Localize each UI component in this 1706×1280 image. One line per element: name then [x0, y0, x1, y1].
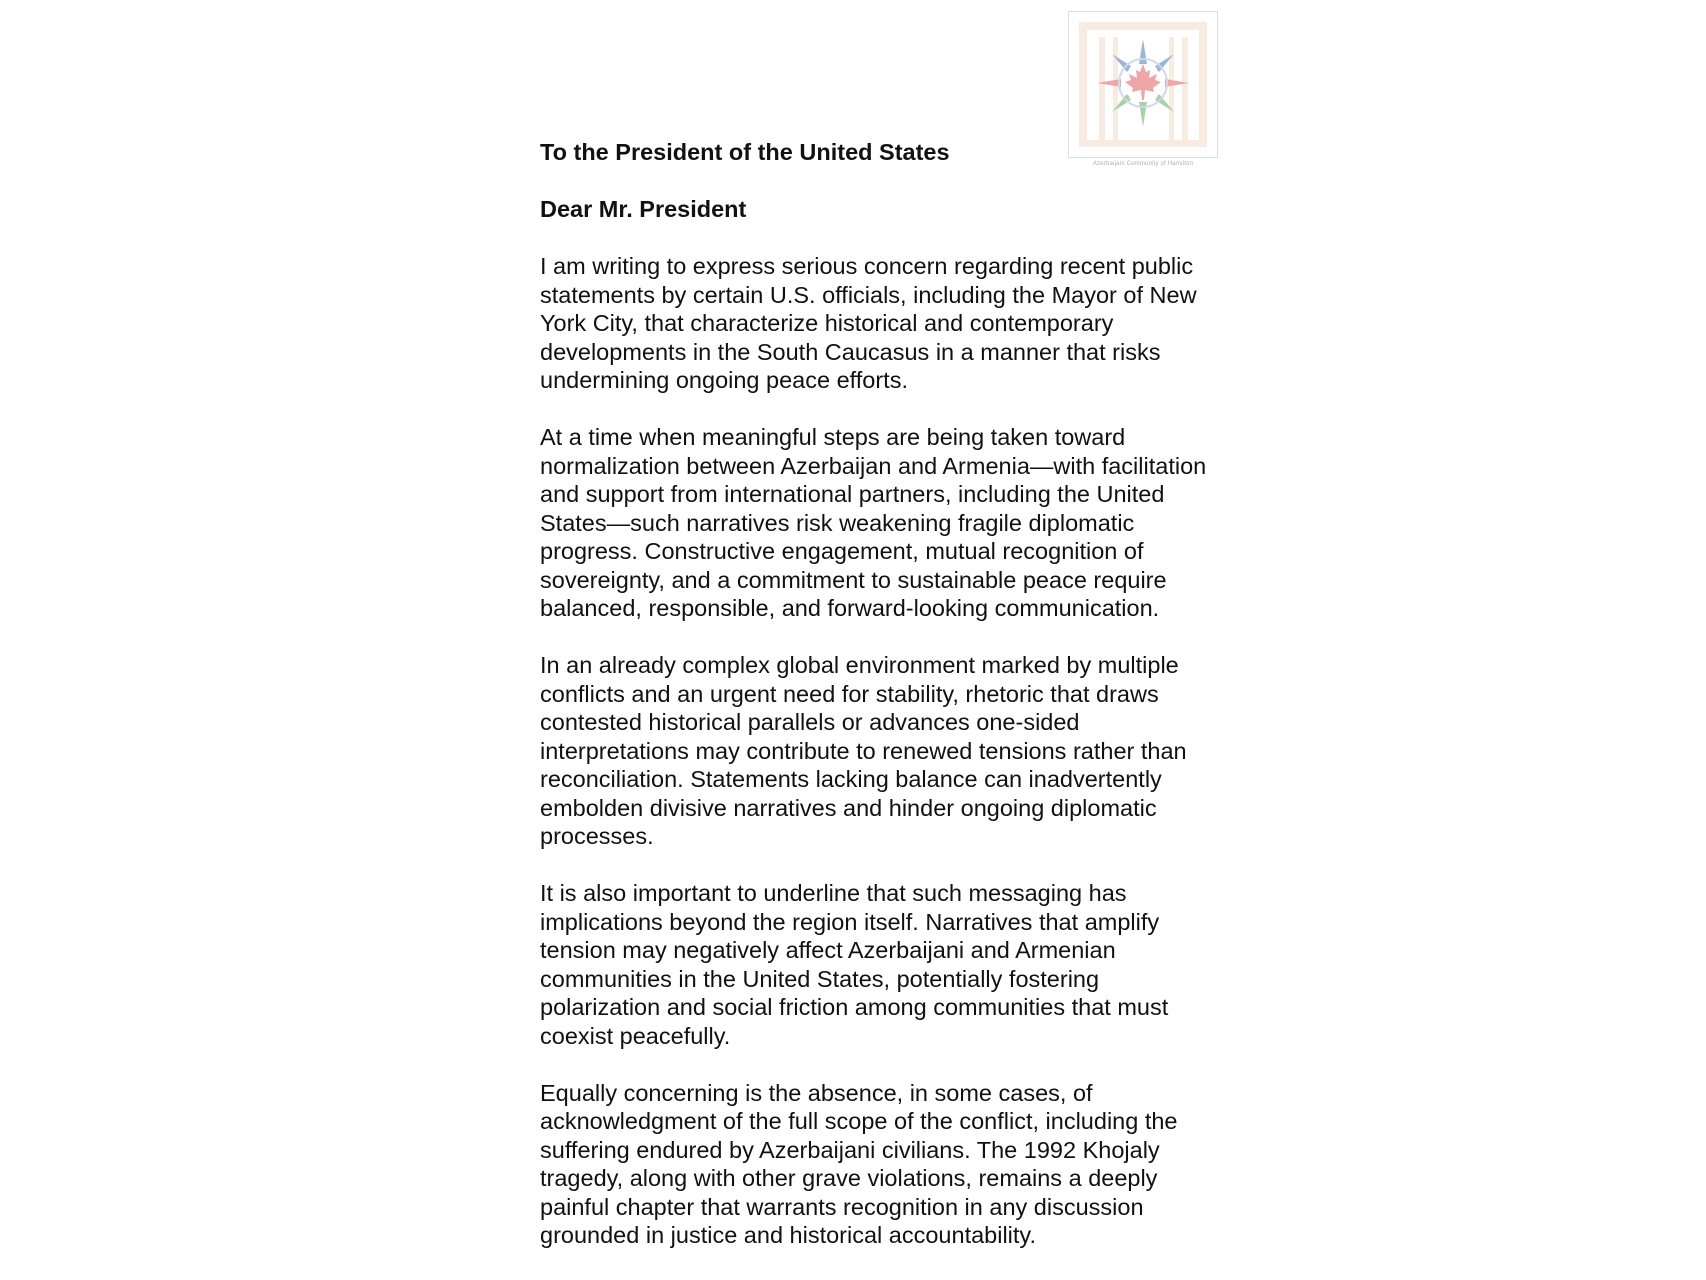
letter-paragraph-4: It is also important to underline that such messaging has implications beyond the region itself. Narratives that amplify tension may negatively affect Azerbaijani and Armenian communities in the United States, potentially fostering polarization and social friction among communities that must coexist peacefully.	[540, 880, 1169, 1049]
letter-paragraph-2: At a time when meaningful steps are being taken toward normalization between Azerbaijan and Armenia—with facilitation and support from international partners, including the United States—such narratives risk weakening fragile diplomatic progress. Constructive engagement, mutual recognition of sovereignty, and a commitment to sustainable peace require balanced, responsible, and forward-looking communication.	[540, 424, 1207, 621]
letter-salutation: Dear Mr. President	[540, 196, 747, 222]
letter-paragraph-1: I am writing to express serious concern regarding recent public statements by certain U.S. officials, including the Mayor of New York City, that characterize historical and contemporary developments in the South Caucasus in a manner that risks undermining ongoing peace efforts.	[540, 253, 1197, 393]
logo-caption: Azerbaijani Community of Hamilton	[1092, 161, 1194, 167]
letter-recipient: To the President of the United States	[540, 139, 950, 165]
azerbaijani-community-emblem-icon	[1069, 12, 1217, 157]
organization-logo	[1068, 11, 1218, 158]
letter-paragraph-3: In an already complex global environment marked by multiple conflicts and an urgent need for stability, rhetoric that draws contested historical parallels or advances one-sided interpretations may contribute to renewed tensions rather than reconciliation. Statements lacking balance can inadvertently embolden divisive narratives and hinder ongoing diplomatic processes.	[540, 652, 1187, 849]
letter-body	[540, 138, 1220, 1278]
letter-paragraph-5: Equally concerning is the absence, in some cases, of acknowledgment of the full scope of the conflict, including the suffering endured by Azerbaijani civilians. The 1992 Khojaly tragedy, along with other grave violations, remains a deeply painful chapter that warrants recognition in any discussion grounded in justice and historical accountability.	[540, 1079, 1178, 1248]
